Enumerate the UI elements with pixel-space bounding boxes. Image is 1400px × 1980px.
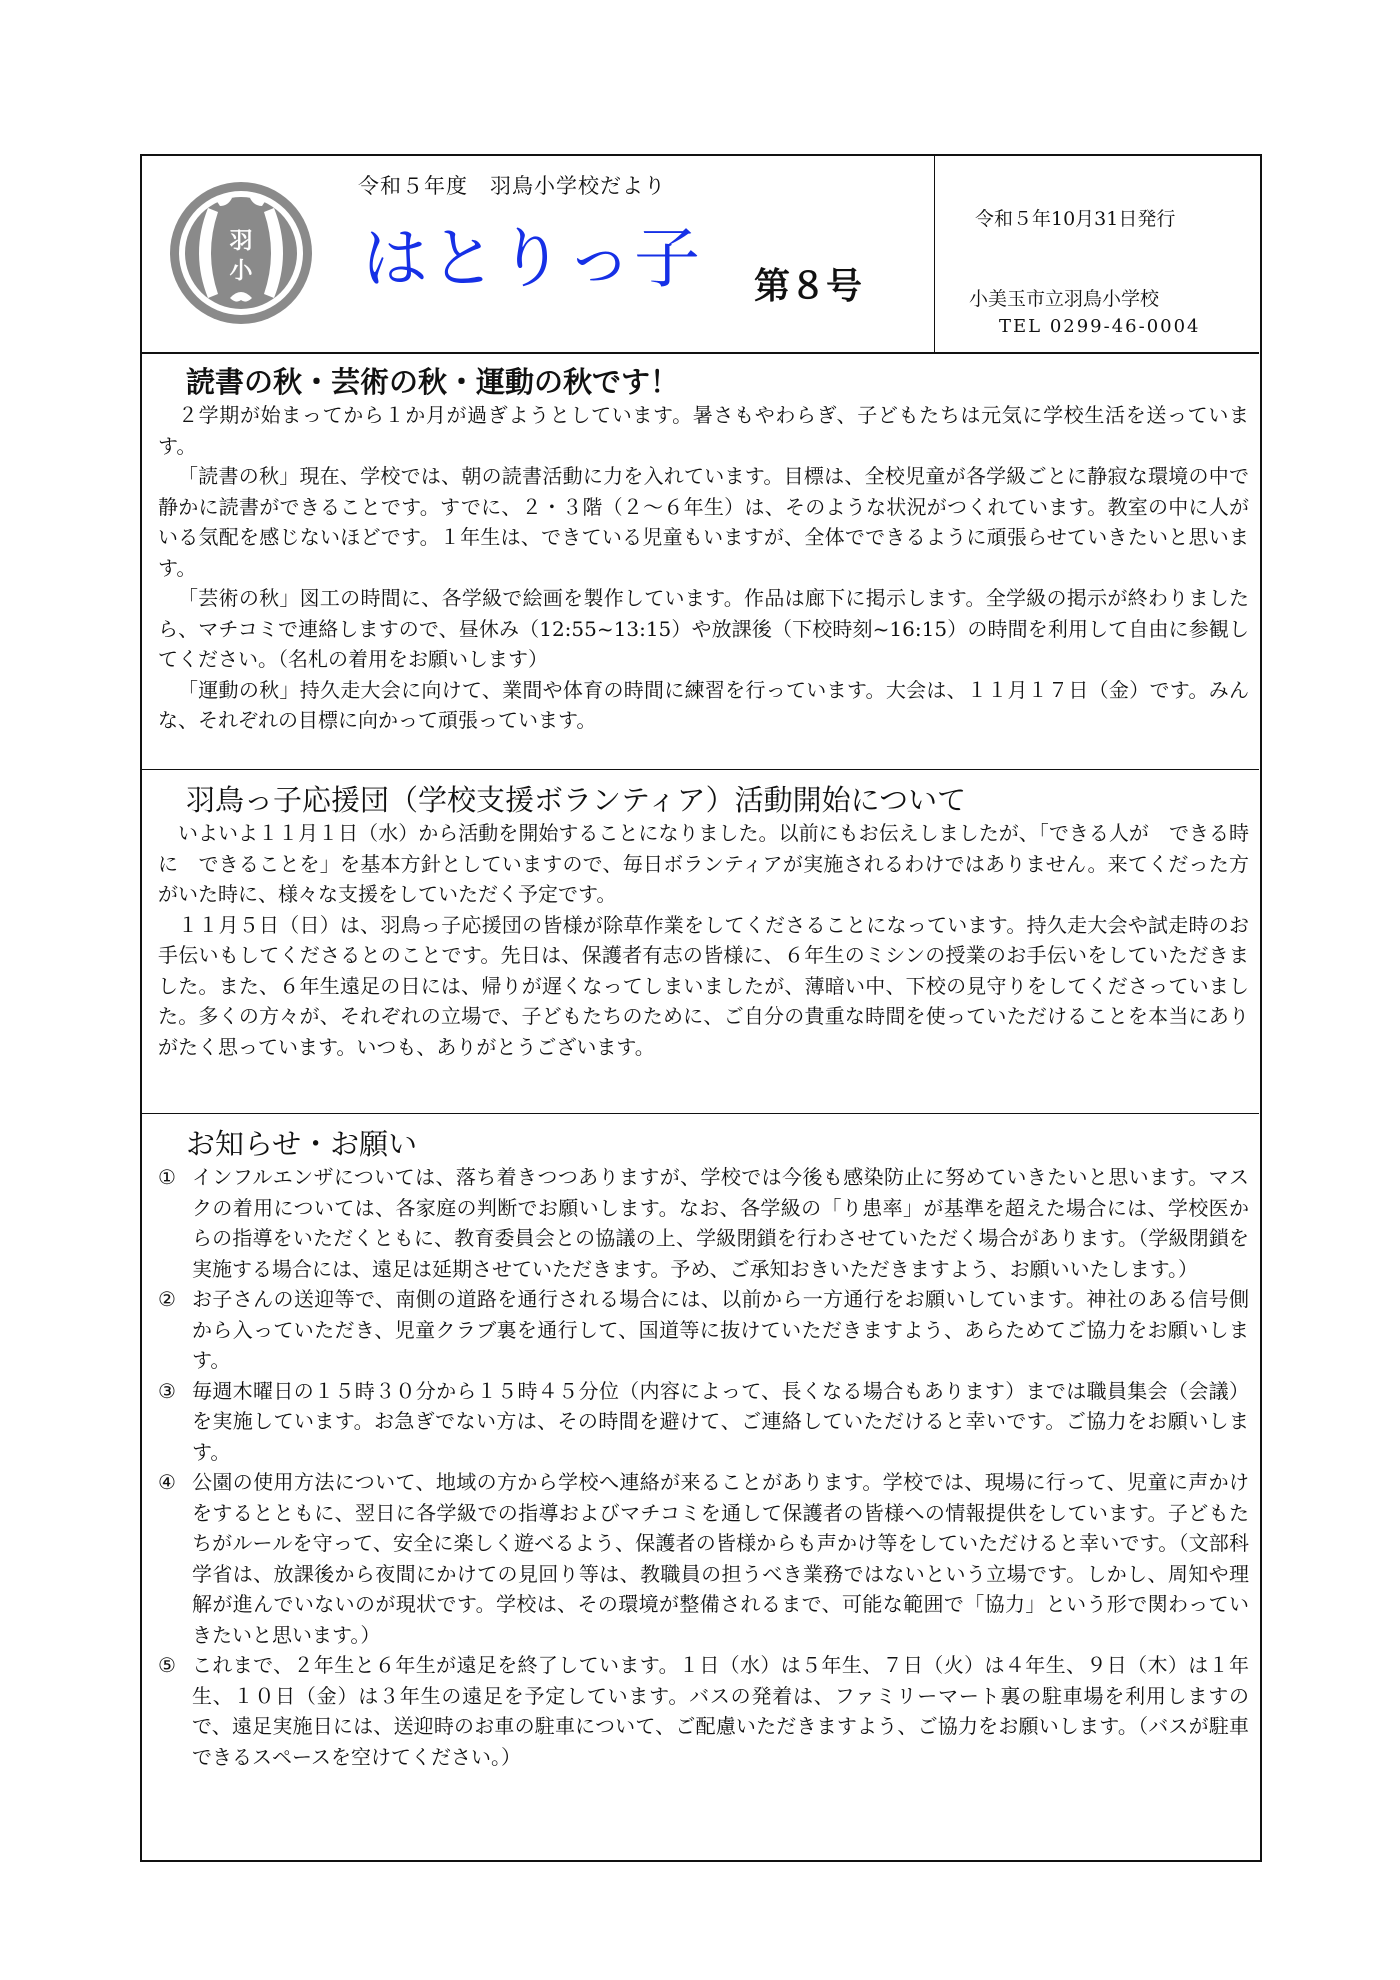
- notice-text-part: させていただきます。予め、ご承知おきいただきますよう、お願いいたします。）: [472, 1256, 1198, 1281]
- notice-text-emphasis: （バスが駐車できるスペースを空けてください。）: [192, 1714, 1250, 1769]
- paragraph-lead: 「読書の秋」: [178, 464, 300, 488]
- paragraph-sports: [158, 675, 1249, 736]
- notice-text-part: しますので、遠足実施日には、送迎時のお車の駐車について、ご配慮いただきますよう、ご協力をお願いします。: [192, 1683, 1250, 1738]
- section-notices: [142, 1114, 1259, 1859]
- logo-text-top: 羽: [229, 228, 253, 254]
- newsletter-title: はとりっ子: [362, 220, 702, 297]
- notice-text: [192, 1376, 1249, 1468]
- newsletter-subtitle: 令和５年度 羽鳥小学校だより: [358, 174, 666, 198]
- paragraph-reading: [158, 461, 1249, 583]
- school-emblem-icon: [168, 180, 314, 326]
- paragraph-text: ２学期が始まってから１か月が過ぎようとしています。暑さもやわらぎ、子どもたちは元気に学校生活を送っています。: [158, 403, 1249, 458]
- notice-text-part: これまで、２年生と６年生が遠足を終了しています。１日（水）は５年生、７日（火）は４年生、９日（木）は１年生、１０日（金）は３年生の遠足を予定しています。: [192, 1653, 1249, 1708]
- paragraph: [158, 910, 1249, 1063]
- newsletter-sheet: [140, 154, 1262, 1862]
- notice-text-part: インフルエンザについては、落ち着きつつありますが、学校では今後も感染防止に努めていきたいと思います。マスクの着用については、各家庭の判断でお願いします。なお、各学級の「り患率」が基準を超えた場合には、学校医からの指導をいただくともに、教育委員会との協議の上、学級閉鎖を行わさせていただく場合があります。: [192, 1165, 1249, 1250]
- notice-item-5: [158, 1650, 1249, 1772]
- notice-text-part: （内容によって、長くなる場合もあります）までは職員集会（会議）を実施しています。お急ぎでない方は、: [192, 1378, 1250, 1433]
- notice-number: ①: [158, 1165, 176, 1189]
- section-autumn: [142, 352, 1259, 770]
- header: [142, 156, 1259, 354]
- notice-text-emphasis: 南側の道路を通行される場合には、以前から一方通行: [395, 1287, 885, 1311]
- notice-item-1: [158, 1162, 1249, 1284]
- notice-text: [192, 1284, 1249, 1376]
- paragraph: [158, 400, 1249, 461]
- publisher-info: [934, 156, 1260, 352]
- notice-item-4: [158, 1467, 1249, 1650]
- notice-number: ④: [158, 1470, 176, 1494]
- notice-text-emphasis: （学級閉鎖を実施する場合には、遠足は延期: [192, 1226, 1249, 1281]
- notice-number: ③: [158, 1378, 176, 1403]
- section-heading-autumn: 読書の秋・芸術の秋・運動の秋です！: [186, 365, 680, 399]
- section-volunteers: [142, 770, 1259, 1114]
- paragraph-text: １１月５日（日）は、羽鳥っ子応援団の皆様が除草作業をしてくださることになっています。持久走大会や試走時のお手伝いもしてくださるとのことです。先日は、保護者有志の皆様に、６年生のミシンの授業のお手伝いをしていただきました。また、６年生遠足の日には、帰りが遅くなってしまいましたが、薄暗い中、下校の見守りをしてくださっていました。多くの方々が、それぞれの立場で、子どもたちのために、ご自分の貴重な時間を使っていただけることを本当にありがたく思っています。いつも、ありがとうございます。: [158, 912, 1249, 1059]
- school-tel: TEL 0299-46-0004: [999, 316, 1201, 337]
- paragraph-text: 図工の時間に、各学級で絵画を製作しています。作品は廊下に掲示します。全学級の掲示が終わりましたら、マチコミで連絡しますので、昼休み（12:55~13:15）や放課後（下校時刻~16:15）の時間を利用して自由に参観してください。（名札の着用をお願いします）: [158, 586, 1249, 671]
- paragraph-lead: 「芸術の秋」: [178, 586, 300, 610]
- notice-text-part: をお願いしています。神社のある信号側から入っていただき、児童クラブ裏を通行して、国道等に抜けていただきますよう、あらためてご協力をお願いします。: [192, 1287, 1249, 1372]
- notice-number: ⑤: [158, 1653, 176, 1677]
- notice-text-part: 、ご連絡していただけると幸いです。ご協力をお願いします。: [192, 1409, 1249, 1464]
- section-heading-volunteers: 羽鳥っ子応援団（学校支援ボランティア）活動開始について: [186, 783, 967, 817]
- notice-item-2: [158, 1284, 1249, 1376]
- notice-text: [192, 1650, 1249, 1772]
- paragraph-text: いよいよ１１月１日（水）から活動を開始することになりました。以前にもお伝えしましたが、「できる人が できる時に できることを」を基本方針としていますので、毎日ボランティアが実施されるわけではありません。来てくだった方がいた時に、様々な支援をしていただく予定です。: [158, 821, 1249, 906]
- school-name: 小美玉市立羽鳥小学校: [969, 288, 1160, 310]
- section-heading-notices: お知らせ・お願い: [186, 1127, 418, 1161]
- paragraph-text: 持久走大会に向けて、業間や体育の時間に練習を行っています。大会は、１１月１７日（金）です。みんな、それぞれの目標に向かって頑張っています。: [158, 677, 1249, 732]
- notice-item-3: [158, 1376, 1249, 1468]
- notice-number: ②: [158, 1287, 176, 1311]
- school-emblem: [168, 180, 314, 326]
- notice-text: [192, 1162, 1249, 1284]
- paragraph-lead: 「運動の秋」: [178, 677, 300, 702]
- notice-text-emphasis: その時間を避けて: [557, 1409, 721, 1433]
- issue-date: 令和５年10月31日発行: [975, 208, 1176, 230]
- paragraph-art: [158, 583, 1249, 675]
- notice-text: 公園の使用方法について、地域の方から学校へ連絡が来ることがあります。学校では、現場に行って、児童に声かけをするとともに、翌日に各学級での指導およびマチコミを通して保護者の皆様への情報提供をしています。子どもたちがルールを守って、安全に楽しく遊べるよう、保護者の皆様からも声かけ等をしていただけると幸いです。（文部科学省は、放課後から夜間にかけての見回り等は、教職員の担うべき業務ではないという立場です。しかし、周知や理解が進んでいないのが現状です。学校は、その環境が整備されるまで、可能な範囲で「協力」という形で関わっていきたいと思います。）: [192, 1470, 1249, 1647]
- logo-text-bottom: 小: [229, 258, 253, 284]
- notice-text-part: お子さんの送迎等で、: [192, 1287, 396, 1311]
- notice-text-emphasis: バスの発着は、ファミリーマート裏の駐車場を利用: [689, 1683, 1167, 1708]
- issue-number: 第８号: [754, 266, 863, 307]
- paragraph: [158, 818, 1249, 910]
- paragraph-text: 現在、学校では、朝の読書活動に力を入れています。目標は、全校児童が各学級ごとに静寂な環境の中で静かに読書ができることです。すでに、２・３階（２～６年生）は、そのような状況がつくれています。教室の中に人がいる気配を感じないほどです。１年生は、できている児童もいますが、全体でできるように頑張らせていきたいと思います。: [158, 464, 1249, 580]
- notice-text-emphasis: 毎週木曜日の１５時３０分から１５時４５分位: [192, 1378, 620, 1403]
